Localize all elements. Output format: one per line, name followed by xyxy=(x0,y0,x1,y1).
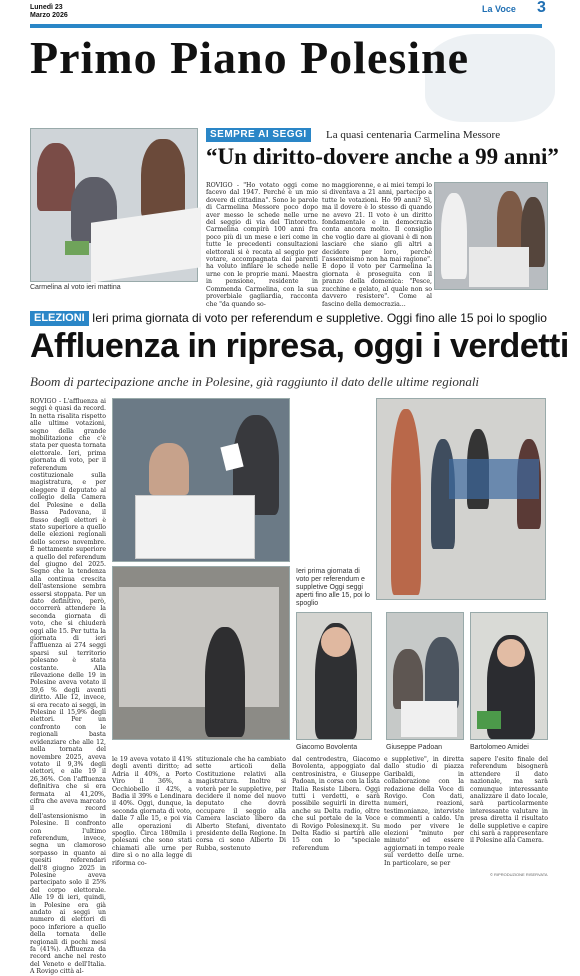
story1-kicker: SEMPRE AI SEGGI xyxy=(206,128,311,142)
issue-date xyxy=(30,4,68,20)
story2-kicker-text: Ieri prima giornata di voto per referendum e suppletive. Oggi fino alle 15 poi lo spoglio xyxy=(92,311,547,325)
photo-caption: Carmelina al voto ieri mattina xyxy=(30,284,121,291)
caption-bovolenta: Giacomo Bovolenta xyxy=(296,744,358,751)
caption-padoan: Giuseppe Padoan xyxy=(386,744,443,751)
story1-headline: “Un diritto-dovere anche a 99 anni” xyxy=(206,144,559,169)
polling-station-photo xyxy=(376,398,546,600)
paper-name: La Voce xyxy=(482,4,516,14)
voting-booth-photo xyxy=(112,566,290,740)
bovolenta-photo xyxy=(296,612,372,740)
story1-kicker-text: La quasi centenaria Carmelina Messore xyxy=(326,129,501,141)
ballot-box-photo xyxy=(112,398,290,562)
story2-col6: sapere l'esito finale del referendum bisognerà attendere il dato nazionale, ma sarà comunque interessante analizzare il dato locale, sarà particolarmente interessante valutare in presa diretta il risultato delle suppletive e capire chi sarà a rappresentare il Polesine alla Camera. xyxy=(470,756,548,845)
story2-col1: ROVIGO - L'affluenza ai seggi è quasi da record. In netta risalita rispetto alle ultime votazioni, segno della grande mobilitazione che c'è stata per questa tornata elettorale. Ieri, prima giornata di voto, per il referendum costituzionale sulla magistratura, e per eleggere il deputato al collegio della Camera del Polesine e della Bassa Padovana, il flusso degli elettori è stato superiore a quello delle elezioni regionali dello scorso novembre. È nettamente superiore a quello del referendum del giugno del 2025. Segno che la tendenza alla continua crescita dell'astensione sembra essersi stoppata. Per un dato definitivo, però, occorrerà attendere la seconda giornata di voto, che si chiuderà oggi alle 15. Per tutta la giornata di ieri l'affluenza ai 274 seggi sparsi sul territorio polesano è stata costante. Alla rilevazione delle 19 in Polesine aveva votato il 39,6 % degli aventi diritto. Alle 12, invece, si era recato ai seggi, in Polesine il 15,9% degli elettori. Per un confronto con le regionali basta evidenziare che alle 12, nella tornata del novembre 2025, aveva votato il 9,3% degli elettori, e alle 19 il 26,36%. Con l'affluenza definitiva che si era fermata al 41,20%, cifra che aveva marcato il record dell'astensionismo in Polesine. Il confronto con l'ultimo referendum, invece, segna un clamoroso sorpasso in quanto ai quesiti referendari dell'8 giugno 2025 in Polesine aveva partecipato solo il 25% del corpo elettorale. Alle 19 di ieri, quindi, in Polesine era già andato ai seggi un numero di elettori di poco inferiore a quello della tornata delle regionali di pochi mesi fa (41%). Affluenza da record anche nel resto del Veneto e dell'Italia. A Rovigo città al- xyxy=(30,398,106,976)
copyright-notice: © RIPRODUZIONE RISERVATA xyxy=(490,872,548,877)
story1-col1: ROVIGO - "Ho votato oggi come facevo dal 1947. Perché è un mio dovere di cittadina". Sono le parole di Carmelina Messore poco dopo aver messo le schede nelle urne del seggio di via del Tintoretto. Carmelina compirà 100 anni fra poco più di un mese e ieri come in tutte le precedenti consultazioni elettorali si è recata al seggio per votare, accompagnata dai parenti ha voluto infilare le schede nelle urne con le proprie mani. Maestra in pensione, residente in Commenda Carmelina, con la sua proverbiale gagliardia, racconta che "da quando so- xyxy=(206,182,318,308)
story2-col3: stituzionale che ha cambiato sette articoli della Costituzione relativi alla magistratura. Inoltre si voterà per le suppletive, per decidere il nome del nuovo deputato che dovrà occupare il seggio alla Camera lasciato libero da Alberto Stefani, diventato presidente della Regione. In corsa ci sono Alberto Di Rubba, sostenuto xyxy=(196,756,286,852)
story2-col4: dal centrodestra, Giacomo Bovolenta, appoggiato dal centrosinistra, e Giuseppe Padoan, in corsa con la lista Italia Resiste Libera. Oggi tutti i verdetti, e sarà possibile seguirli in diretta anche su Delta radio, oltre che sul portale de la Voce di Rovigo Polesinexq.it. Su Delta Radio si partirà alle 15 con lo "speciale referendum xyxy=(292,756,380,852)
padoan-photo xyxy=(386,612,464,740)
story2-kicker: ELEZIONI xyxy=(30,311,89,326)
page-number: 3 xyxy=(537,0,546,16)
story2-subtitle: Boom di partecipazione anche in Polesine, già raggiunto il dato delle ultime regionali xyxy=(30,374,480,389)
story2-col2: le 19 aveva votato il 41% degli aventi diritto; ad Adria il 40%, a Porto Viro il 36%, a Occhiobello il 42%, a Badia il 39% e Lendinara il 40%. Oggi, dunque, la seconda giornata di voto, dalle 7 alle 15, e poi via alle operazioni di spoglio. Circa 180mila i polesani che sono stati chiamati alle urne per dire sì o no alla legge di riforma co- xyxy=(112,756,192,867)
section-title: Primo Piano Polesine xyxy=(30,32,470,83)
inline-caption: Ieri prima giornata di voto per referendum e suppletive Oggi seggi aperti fino alle 15, poi lo spoglio xyxy=(296,568,370,607)
issue-day: Lunedì 23 xyxy=(30,4,63,11)
amidei-photo xyxy=(470,612,548,740)
caption-amidei: Bartolomeo Amidei xyxy=(470,744,529,751)
voting-photo-small xyxy=(434,182,548,290)
story1-col2: no maggiorenne, e ai miei tempi lo si diventava a 21 anni, partecipo a tutte le votazioni. Ho 99 anni? Sì, ma il dovere è lo stesso di quando ne avevo 21. Il voto è un diritto fondamentale e in democrazia conta ancora molto. Il consiglio che voglio dare ai giovani è di non lasciare che siano gli altri a decidere per loro, perché l'assenteismo non ha mai ragione". E dopo il voto per Carmelina la giornata è proseguita con il pranzo della domenica: "Pesce, zucchine e gelato, al quale non so davvero resistere". Come al fascino della democrazia... xyxy=(322,182,432,308)
story2-headline: Affluenza in ripresa, oggi i verdetti xyxy=(30,327,569,365)
story2-col5: e suppletive", in diretta dallo studio di piazza Garibaldi, in collaborazione con la redazione della Voce di Rovigo. Con dati, numeri, reazioni, testimonianze, interviste e commenti a caldo. Un modo per vivere le elezioni "minuto per minuto" ed essere aggiornati in tempo reale sul verdetto delle urne. In particolare, se per xyxy=(384,756,464,867)
carmelina-photo xyxy=(30,128,198,282)
issue-month: Marzo 2026 xyxy=(30,12,68,19)
top-rule xyxy=(30,24,542,28)
